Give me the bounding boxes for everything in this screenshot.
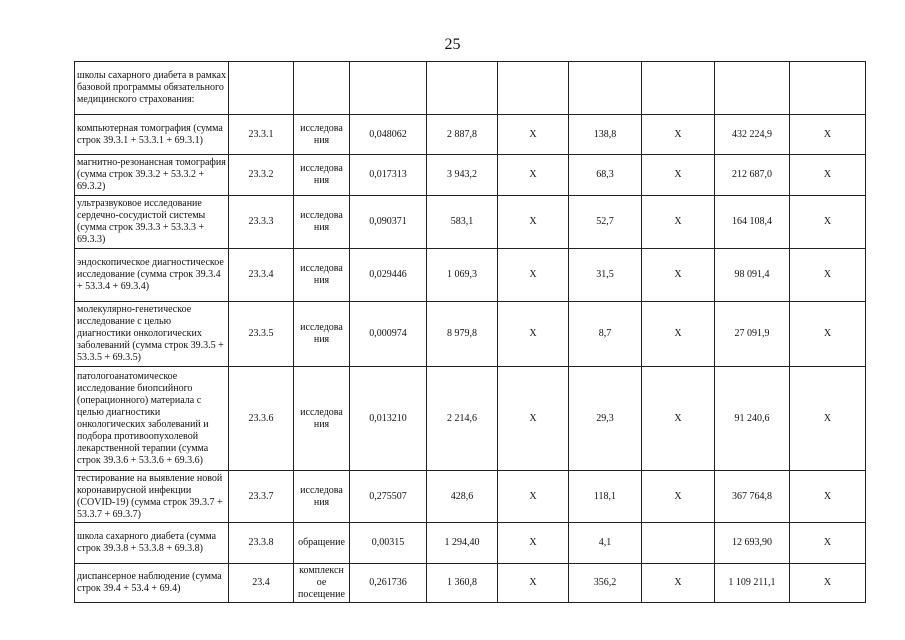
value-cell-5: Х <box>642 115 715 155</box>
row-unit-cell: исследова ния <box>294 249 350 302</box>
value-cell-2: 3 943,2 <box>427 155 498 196</box>
value-cell-4: 31,5 <box>569 249 642 302</box>
value-cell-4: 68,3 <box>569 155 642 196</box>
table-row <box>75 115 866 155</box>
value-cell-7: Х <box>790 155 866 196</box>
value-cell-7: Х <box>790 367 866 471</box>
value-cell-2: 583,1 <box>427 196 498 249</box>
row-unit-cell: исследова ния <box>294 302 350 367</box>
value-cell-7: Х <box>790 115 866 155</box>
value-cell-1: 0,090371 <box>350 196 427 249</box>
table-row <box>75 155 866 196</box>
value-cell-1: 0,017313 <box>350 155 427 196</box>
row-name-cell: магнитно-резонансная томография (сумма строк 39.3.2 + 53.3.2 + 69.3.2) <box>75 155 229 196</box>
value-cell-6: 432 224,9 <box>715 115 790 155</box>
value-cell-5 <box>642 62 715 115</box>
value-cell-3: Х <box>498 155 569 196</box>
row-name-cell: патологоанатомическое исследование биопсийного (операционного) материала с целью диагностики онкологических заболеваний и подбора противоопухолевой лекарственной терапии (сумма строк 39.3.6 + 53.3.6 + 69.3.6) <box>75 367 229 471</box>
value-cell-7 <box>790 62 866 115</box>
row-name-cell: школы сахарного диабета в рамках базовой программы обязательного медицинского страхования: <box>75 62 229 115</box>
value-cell-6: 367 764,8 <box>715 471 790 523</box>
table-row <box>75 302 866 367</box>
value-cell-7: Х <box>790 302 866 367</box>
row-unit-cell: исследова ния <box>294 367 350 471</box>
row-code-cell: 23.3.6 <box>229 367 294 471</box>
value-cell-2: 428,6 <box>427 471 498 523</box>
value-cell-3: Х <box>498 115 569 155</box>
value-cell-2: 8 979,8 <box>427 302 498 367</box>
value-cell-5: Х <box>642 564 715 603</box>
value-cell-2: 1 069,3 <box>427 249 498 302</box>
value-cell-4: 52,7 <box>569 196 642 249</box>
page-number: 25 <box>444 36 461 53</box>
table-row <box>75 196 866 249</box>
row-name-cell: школа сахарного диабета (сумма строк 39.3.8 + 53.3.8 + 69.3.8) <box>75 523 229 564</box>
value-cell-6: 98 091,4 <box>715 249 790 302</box>
value-cell-5: Х <box>642 249 715 302</box>
value-cell-6: 212 687,0 <box>715 155 790 196</box>
value-cell-3: Х <box>498 471 569 523</box>
value-cell-3: Х <box>498 523 569 564</box>
value-cell-6: 91 240,6 <box>715 367 790 471</box>
row-name-cell: молекулярно-генетическое исследование с целью диагностики онкологических заболеваний (сумма строк 39.3.5 + 53.3.5 + 69.3.5) <box>75 302 229 367</box>
row-code-cell: 23.3.5 <box>229 302 294 367</box>
value-cell-6: 1 109 211,1 <box>715 564 790 603</box>
value-cell-1: 0,261736 <box>350 564 427 603</box>
row-unit-cell: комплексн ое посещение <box>294 564 350 603</box>
value-cell-2: 1 294,40 <box>427 523 498 564</box>
value-cell-3: Х <box>498 249 569 302</box>
value-cell-5 <box>642 523 715 564</box>
value-cell-4 <box>569 62 642 115</box>
table-row <box>75 471 866 523</box>
value-cell-5: Х <box>642 196 715 249</box>
value-cell-1 <box>350 62 427 115</box>
row-code-cell: 23.3.3 <box>229 196 294 249</box>
row-unit-cell: исследова ния <box>294 115 350 155</box>
value-cell-7: Х <box>790 523 866 564</box>
value-cell-3: Х <box>498 196 569 249</box>
value-cell-1: 0,013210 <box>350 367 427 471</box>
value-cell-4: 8,7 <box>569 302 642 367</box>
row-code-cell: 23.3.7 <box>229 471 294 523</box>
row-name-cell: ультразвуковое исследование сердечно-сосудистой системы (сумма строк 39.3.3 + 53.3.3 + 69.3.3) <box>75 196 229 249</box>
value-cell-3: Х <box>498 367 569 471</box>
row-code-cell: 23.3.2 <box>229 155 294 196</box>
row-unit-cell: исследова ния <box>294 155 350 196</box>
value-cell-1: 0,048062 <box>350 115 427 155</box>
value-cell-6: 164 108,4 <box>715 196 790 249</box>
value-cell-7: Х <box>790 471 866 523</box>
value-cell-4: 29,3 <box>569 367 642 471</box>
table-row <box>75 564 866 603</box>
value-cell-1: 0,275507 <box>350 471 427 523</box>
table-body <box>75 62 866 603</box>
table-row <box>75 249 866 302</box>
row-code-cell <box>229 62 294 115</box>
row-name-cell: эндоскопическое диагностическое исследование (сумма строк 39.3.4 + 53.3.4 + 69.3.4) <box>75 249 229 302</box>
value-cell-5: Х <box>642 471 715 523</box>
value-cell-6 <box>715 62 790 115</box>
value-cell-2: 2 887,8 <box>427 115 498 155</box>
value-cell-1: 0,00315 <box>350 523 427 564</box>
value-cell-3: Х <box>498 302 569 367</box>
value-cell-7: Х <box>790 196 866 249</box>
row-code-cell: 23.4 <box>229 564 294 603</box>
table-row <box>75 367 866 471</box>
value-cell-2 <box>427 62 498 115</box>
value-cell-6: 27 091,9 <box>715 302 790 367</box>
row-unit-cell <box>294 62 350 115</box>
value-cell-4: 118,1 <box>569 471 642 523</box>
row-unit-cell: исследова ния <box>294 471 350 523</box>
value-cell-3: Х <box>498 564 569 603</box>
value-cell-4: 356,2 <box>569 564 642 603</box>
row-name-cell: диспансерное наблюдение (сумма строк 39.4 + 53.4 + 69.4) <box>75 564 229 603</box>
table-row <box>75 523 866 564</box>
value-cell-7: Х <box>790 249 866 302</box>
row-code-cell: 23.3.4 <box>229 249 294 302</box>
value-cell-4: 138,8 <box>569 115 642 155</box>
row-unit-cell: обращение <box>294 523 350 564</box>
row-name-cell: тестирование на выявление новой коронавирусной инфекции (COVID-19) (сумма строк 39.3.7 + 53.3.7 + 69.3.7) <box>75 471 229 523</box>
value-cell-5: Х <box>642 302 715 367</box>
row-code-cell: 23.3.8 <box>229 523 294 564</box>
value-cell-3 <box>498 62 569 115</box>
value-cell-2: 1 360,8 <box>427 564 498 603</box>
row-code-cell: 23.3.1 <box>229 115 294 155</box>
table-row-header <box>75 62 866 115</box>
value-cell-4: 4,1 <box>569 523 642 564</box>
row-name-cell: компьютерная томография (сумма строк 39.3.1 + 53.3.1 + 69.3.1) <box>75 115 229 155</box>
value-cell-1: 0,000974 <box>350 302 427 367</box>
value-cell-1: 0,029446 <box>350 249 427 302</box>
data-table <box>74 61 866 603</box>
value-cell-5: Х <box>642 155 715 196</box>
value-cell-5: Х <box>642 367 715 471</box>
row-unit-cell: исследова ния <box>294 196 350 249</box>
value-cell-7: Х <box>790 564 866 603</box>
value-cell-6: 12 693,90 <box>715 523 790 564</box>
value-cell-2: 2 214,6 <box>427 367 498 471</box>
